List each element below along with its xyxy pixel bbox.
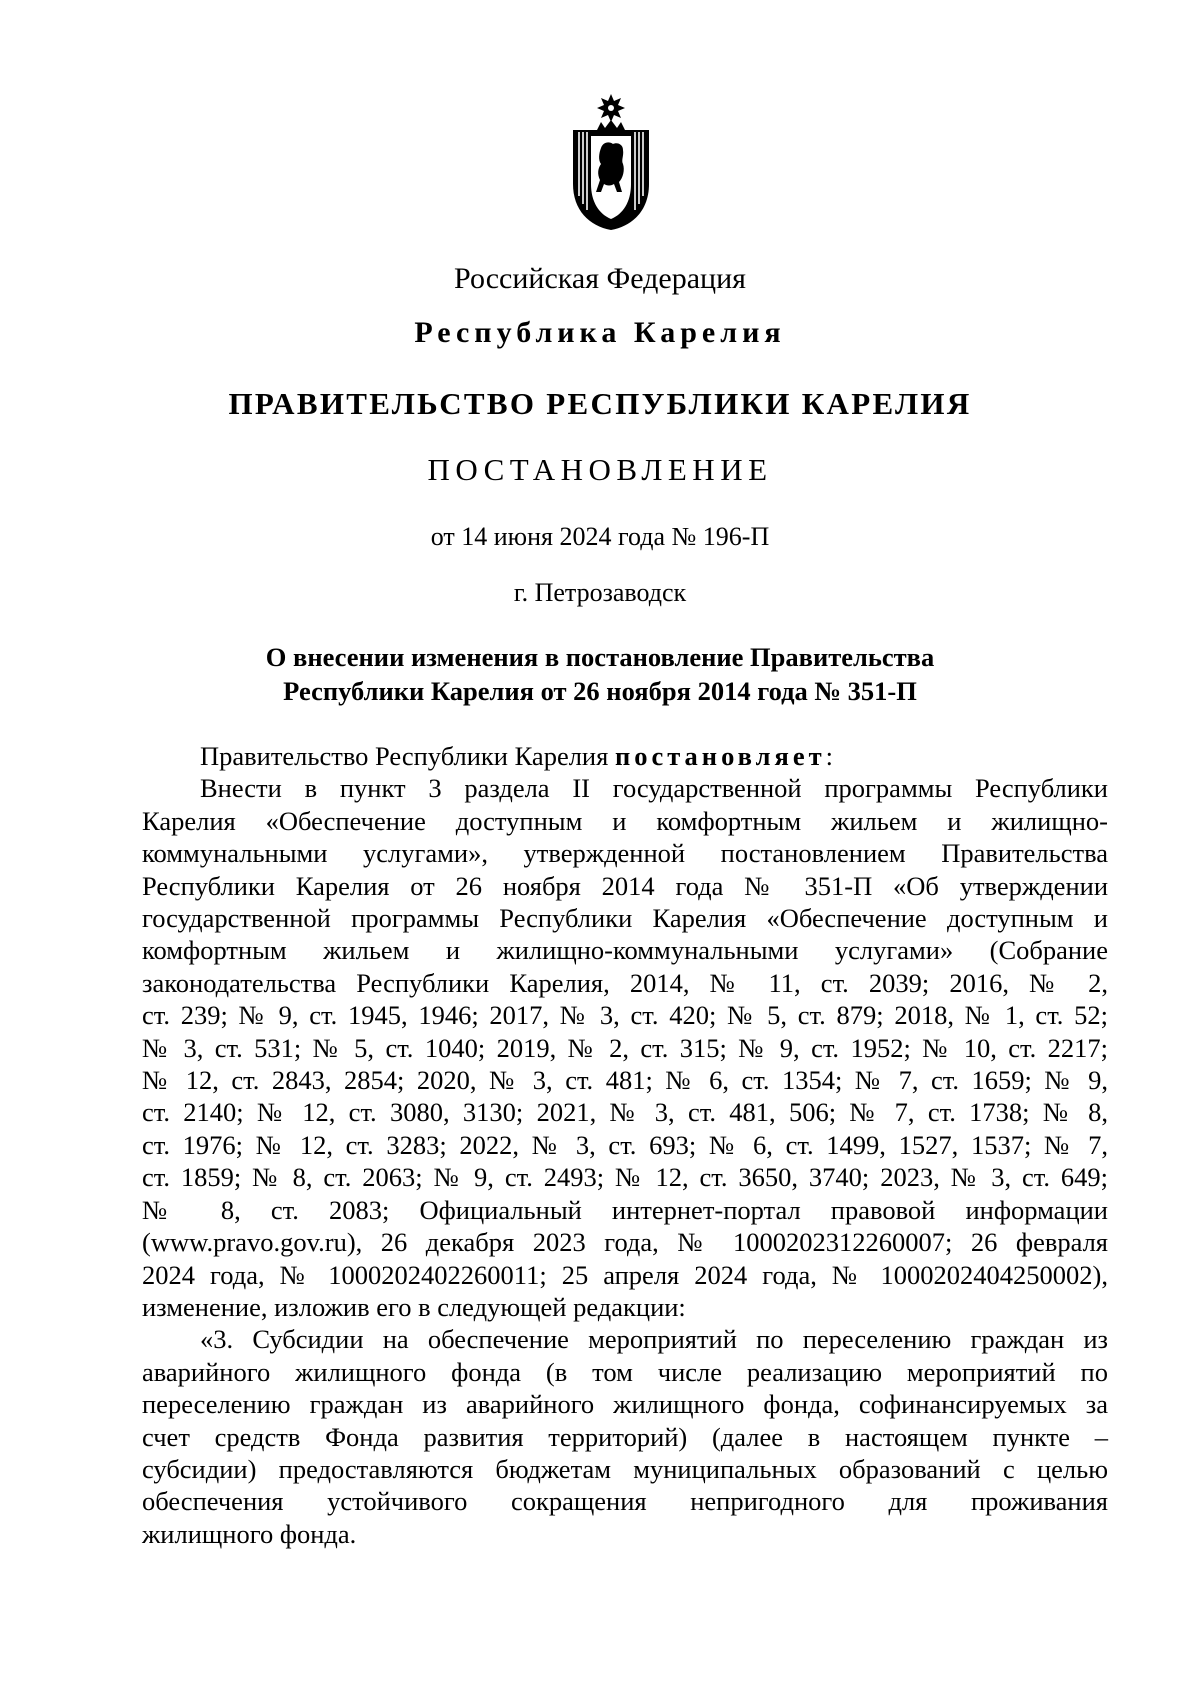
paragraph-line: № 12, ст. 2843, 2854; 2020, № 3, ст. 481; № 6, ст. 1354; № 7, ст. 1659; № 9, bbox=[142, 1065, 1108, 1096]
paragraph-line: № 8, ст. 2083; Официальный интернет-портал правовой информации bbox=[142, 1194, 1108, 1225]
paragraph-line: ст. 239; № 9, ст. 1945, 1946; 2017, № 3, ст. 420; № 5, ст. 879; 2018, № 1, ст. 52; bbox=[142, 1000, 1108, 1031]
paragraph-line: коммунальными услугами», утвержденной постановлением Правительства bbox=[142, 838, 1108, 869]
paragraph-line: № 3, ст. 531; № 5, ст. 1040; 2019, № 2, ст. 315; № 9, ст. 1952; № 10, ст. 2217; bbox=[142, 1032, 1108, 1063]
subject-line: Республики Карелия от 26 ноября 2014 года № 351-П bbox=[283, 676, 917, 706]
paragraph-line: 2024 года, № 1000202402260011; 25 апреля 2024 года, № 1000202404250002), bbox=[142, 1259, 1108, 1290]
document-body bbox=[142, 740, 1108, 1550]
paragraph-line: Внести в пункт 3 раздела II государственной программы Республики bbox=[200, 773, 1108, 804]
paragraph-line: счет средств Фонда развития территорий) (далее в настоящем пункте – bbox=[142, 1421, 1108, 1452]
government-name: ПРАВИТЕЛЬСТВО РЕСПУБЛИКИ КАРЕЛИЯ bbox=[228, 386, 972, 421]
preamble-colon: : bbox=[825, 741, 833, 771]
coat-of-arms-icon bbox=[567, 92, 655, 232]
republic-name: Республика Карелия bbox=[414, 316, 786, 349]
paragraph-line: Республики Карелия от 26 ноября 2014 года № 351-П «Об утверждении bbox=[142, 870, 1108, 901]
paragraph-line: государственной программы Республики Карелия «Обеспечение доступным и bbox=[142, 903, 1108, 934]
paragraph-line: аварийного жилищного фонда (в том числе реализацию мероприятий по bbox=[142, 1356, 1108, 1387]
document-city: г. Петрозаводск bbox=[513, 578, 687, 607]
paragraph-line: ст. 2140; № 12, ст. 3080, 3130; 2021, № 3, ст. 481, 506; № 7, ст. 1738; № 8, bbox=[142, 1097, 1108, 1128]
paragraph-line: обеспечения устойчивого сокращения непригодного для проживания bbox=[142, 1486, 1108, 1517]
paragraph-line: «3. Субсидии на обеспечение мероприятий по переселению граждан из bbox=[200, 1324, 1108, 1355]
document-type: ПОСТАНОВЛЕНИЕ bbox=[427, 452, 773, 487]
paragraph-line: Карелия «Обеспечение доступным и комфортным жильем и жилищно- bbox=[142, 805, 1108, 836]
paragraph-line: переселению граждан из аварийного жилищного фонда, софинансируемых за bbox=[142, 1389, 1108, 1420]
paragraph-line: (www.pravo.gov.ru), 26 декабря 2023 года, № 1000202312260007; 26 февраля bbox=[142, 1227, 1108, 1258]
paragraph-line: изменение, изложив его в следующей редакции: bbox=[142, 1291, 686, 1322]
preamble-text: Правительство Республики Карелия bbox=[200, 741, 615, 771]
document-date-number: от 14 июня 2024 года № 196-П bbox=[430, 522, 770, 551]
document-subject bbox=[0, 640, 1200, 708]
paragraph-line: комфортным жильем и жилищно-коммунальными услугами» (Собрание bbox=[142, 935, 1108, 966]
country-name: Российская Федерация bbox=[454, 262, 746, 295]
paragraph-line: жилищного фонда. bbox=[142, 1518, 357, 1549]
preamble-verb: постановляет bbox=[614, 741, 826, 771]
paragraph-line: законодательства Республики Карелия, 2014, № 11, ст. 2039; 2016, № 2, bbox=[142, 967, 1108, 998]
subject-line: О внесении изменения в постановление Правительства bbox=[265, 642, 935, 672]
paragraph-line: ст. 1859; № 8, ст. 2063; № 9, ст. 2493; № 12, ст. 3650, 3740; 2023, № 3, ст. 649; bbox=[142, 1162, 1108, 1193]
paragraph-line: субсидии) предоставляются бюджетам муниципальных образований с целью bbox=[142, 1453, 1108, 1484]
paragraph-line: ст. 1976; № 12, ст. 3283; 2022, № 3, ст. 693; № 6, ст. 1499, 1527, 1537; № 7, bbox=[142, 1129, 1108, 1160]
preamble bbox=[142, 740, 1108, 772]
